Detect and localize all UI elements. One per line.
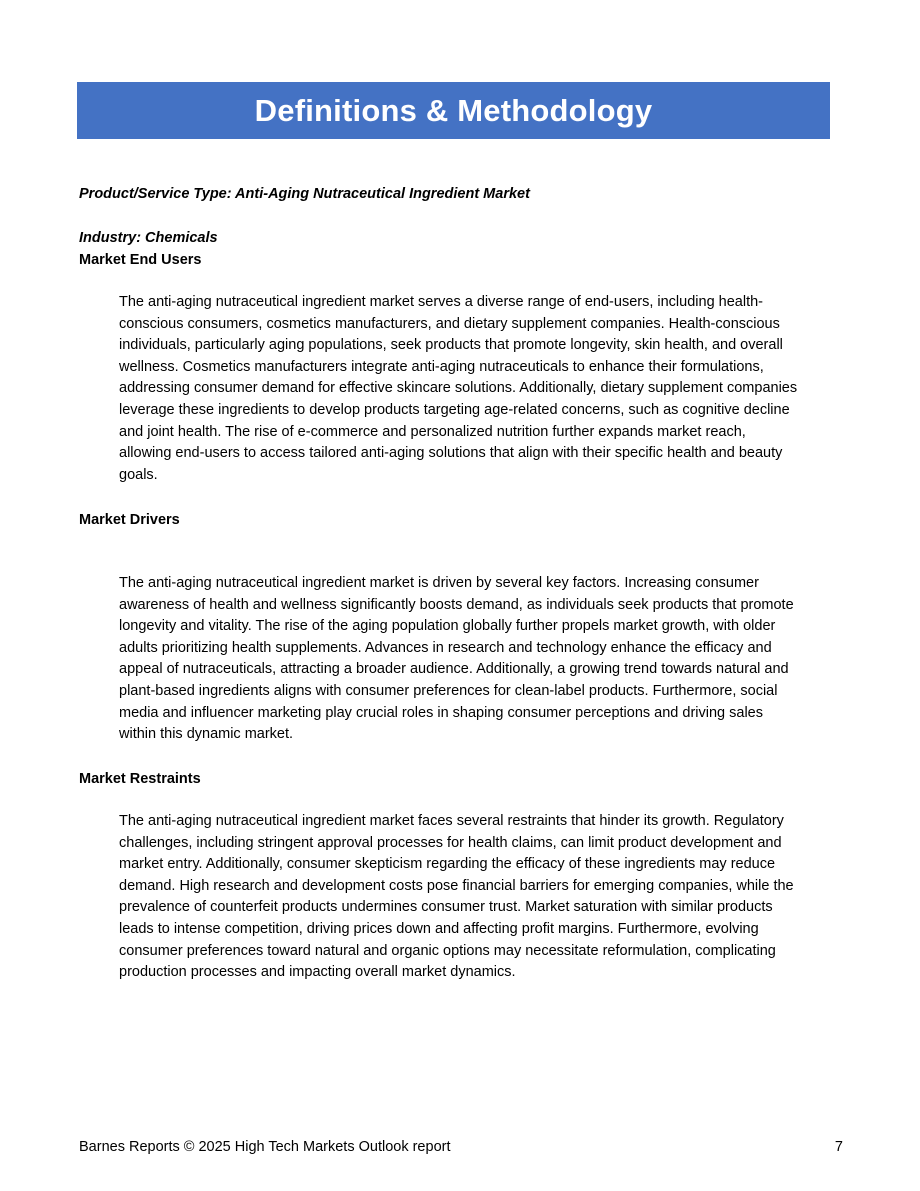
section-body-end-users: The anti-aging nutraceutical ingredient market serves a diverse range of end-users, including health-conscious consumers, cosmetics manufacturers, and dietary supplement companies. Health-conscious individuals, particularly aging populations, seek products that promote longevity, skin health, and overall wellness. Cosmetics manufacturers integrate anti-aging nutraceuticals to enhance their formulations, addressing consumer demand for effective skincare solutions. Additionally, dietary supplement companies leverage these ingredients to develop products targeting age-related concerns, such as cognitive decline and joint health. The rise of e-commerce and personalized nutrition further expands market reach, allowing end-users to access tailored anti-aging solutions that align with their specific health and beauty goals. xyxy=(119,294,798,483)
section-heading-drivers: Market Drivers xyxy=(79,512,180,528)
section-heading-restraints: Market Restraints xyxy=(79,771,201,787)
footer-source: Barnes Reports © 2025 High Tech Markets Outlook report xyxy=(79,1139,451,1155)
page-title: Definitions & Methodology xyxy=(254,92,653,128)
footer-page-number: 7 xyxy=(834,1139,843,1155)
industry-line: Industry: Chemicals xyxy=(79,230,218,246)
section-heading-end-users: Market End Users xyxy=(79,252,202,268)
product-type-line: Product/Service Type: Anti-Aging Nutraceutical Ingredient Market xyxy=(79,186,530,202)
section-body-restraints: The anti-aging nutraceutical ingredient market faces several restraints that hinder its growth. Regulatory challenges, including stringent approval processes for health claims, can limit product development and market entry. Additionally, consumer skepticism regarding the efficacy of these ingredients may reduce demand. High research and development costs pose financial barriers for emerging companies, while the prevalence of counterfeit products undermines consumer trust. Market saturation with similar products leads to intense competition, driving prices down and affecting profit margins. Furthermore, evolving consumer preferences toward natural and organic options may necessitate reformulation, complicating production processes and impacting overall market dynamics. xyxy=(119,813,794,981)
section-body-drivers: The anti-aging nutraceutical ingredient market is driven by several key factors. Increasing consumer awareness of health and wellness significantly boosts demand, as individuals seek products that promote longevity and vitality. The rise of the aging population globally further propels market growth, with older adults prioritizing health supplements. Advances in research and technology enhance the efficacy and appeal of nutraceuticals, attracting a broader audience. Additionally, a growing trend towards natural and plant-based ingredients aligns with consumer preferences for clean-label products. Furthermore, social media and influencer marketing play crucial roles in shaping consumer perceptions and driving sales within this dynamic market. xyxy=(119,575,794,743)
title-banner xyxy=(77,82,830,139)
